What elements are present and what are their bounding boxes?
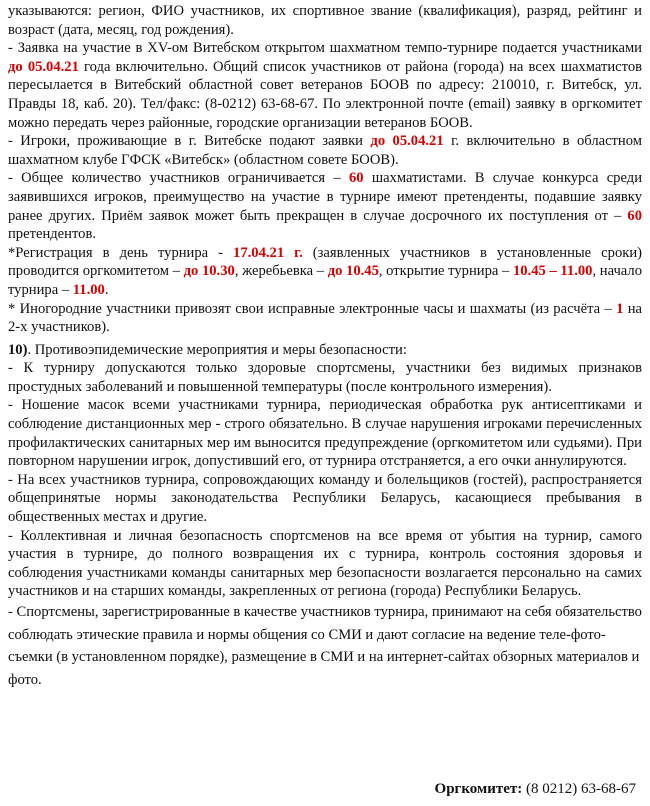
paragraph-collective-safety: - Коллективная и личная безопасность спортсменов на все время от убытия на турнир, самого участия в турнире, до полного возвращения их с турнира, контроль состояния здоровья и соблюдения участниками команды санитарных мер безопасности возлагается персонально на самих участников и на старших команды, закрепленных от региона (города) Республики Беларусь.: [8, 527, 642, 600]
paragraph-vitebsk-players: [8, 132, 642, 169]
text-segment: - Общее количество участников ограничивается –: [8, 170, 349, 187]
text-segment: , начало турнира –: [8, 263, 642, 298]
text-segment: - Заявка на участие в XV-ом Витебском открытом шахматном темпо-турнире подается участниками: [8, 40, 642, 57]
text-segment: *Регистрация в день турнира -: [8, 244, 234, 261]
deadline-date: до 05.04.21: [8, 58, 79, 75]
section-number: 10): [8, 341, 28, 358]
section-heading-safety: [8, 341, 642, 360]
text-segment: * Иногородние участники привозят свои исправные электронные часы и шахматы (из расчёта –: [8, 300, 617, 317]
participant-limit: 60: [348, 170, 364, 187]
paragraph-media-consent: - Спортсмены, зарегистрированные в качестве участников турнира, принимают на себя обязательство соблюдать этические правила и нормы общения со СМИ и дают согласие на ведение теле-фото-съемки (в установленном порядке), размещение в СМИ и на интернет-сайтах обзорных материалов и фото.: [8, 604, 642, 688]
section-title: . Противоэпидемические мероприятия и меры безопасности:: [27, 341, 407, 358]
registration-date: 17.04.21 г.: [233, 244, 303, 261]
text-segment: , жеребьевка –: [234, 263, 328, 280]
text-segment: (заявленных участников в установленные сроки) проводится оргкомитетом –: [8, 244, 643, 280]
text-segment: , открытие турнира –: [378, 263, 513, 280]
paragraph-application-contents: указываются: регион, ФИО участников, их спортивное звание (квалификация), разряд, рейтинг и возраст (дата, месяц, год рождения).: [8, 3, 642, 38]
paragraph-health-admission: - К турниру допускаются только здоровые спортсмены, участники без видимых признаков простудных заболеваний и повышенной температуры (после контрольного измерения).: [8, 360, 642, 395]
opening-time: 10.45 – 11.00: [512, 263, 593, 280]
text-segment: года включительно. Общий список участников от района (города) на всех шахматистов пересылается в Витебский областной совет ветеранов БООВ по адресу: 210010, г. Витебск, ул. Правды 18, каб. 20). Тел/факс: (8-0212) 63-68-67. По электронной почте (email) заявку в оргкомитет можно передать через районные, городские организации ветеранов БООВ.: [8, 58, 643, 131]
start-time: 11.00: [72, 281, 105, 298]
paragraph-participant-limit: [8, 169, 642, 243]
registration-time: до 10.30: [183, 263, 235, 280]
organizing-committee-contact: [435, 780, 636, 799]
deadline-date: до 05.04.21: [370, 133, 444, 150]
text-segment: .: [104, 281, 109, 298]
paragraph-application-deadline: [8, 39, 642, 132]
text-segment: г. включительно в областном шахматном клубе ГФСК «Витебск» (областном совете БООВ).: [8, 133, 642, 168]
text-segment: претендентов.: [8, 226, 96, 243]
participant-limit: 60: [627, 207, 642, 224]
paragraph-masks: - Ношение масок всеми участниками турнира, периодическая обработка рук антисептиками и соблюдение дистанционных мер - строго обязательно. В случае нарушения игроками перечисленных профилактических санитарных мер им выносится предупреждение (оргкомитетом или судьями). При повторном нарушении игрок, допустивший его, от турнира отстраняется, а его очки аннулируются.: [8, 397, 642, 470]
text-segment: - Игроки, проживающие в г. Витебске подают заявки: [8, 133, 371, 150]
paragraph-legal-norms: - На всех участников турнира, сопровождающих команду и болельщиков (гостей), распространяется общепринятые нормы законодательства Республики Беларусь, касающиеся пребывания в общественных местах и другие.: [8, 471, 642, 526]
paragraph-registration: [8, 244, 642, 300]
text-segment: шахматистами. В случае конкурса среди заявившихся игроков, преимущество на участие в турнире имеют претенденты, подавшие заявку ранее других. Приём заявок может быть прекращен в случае досрочного их поступления от –: [8, 170, 642, 224]
footer-label: Оргкомитет:: [434, 781, 523, 797]
equipment-ratio: 1: [616, 300, 624, 317]
paragraph-equipment: [8, 300, 642, 337]
draw-time: до 10.45: [327, 263, 379, 280]
text-segment: на 2-х участников).: [8, 300, 642, 336]
footer-phone: (8 0212) 63-68-67: [522, 781, 636, 797]
